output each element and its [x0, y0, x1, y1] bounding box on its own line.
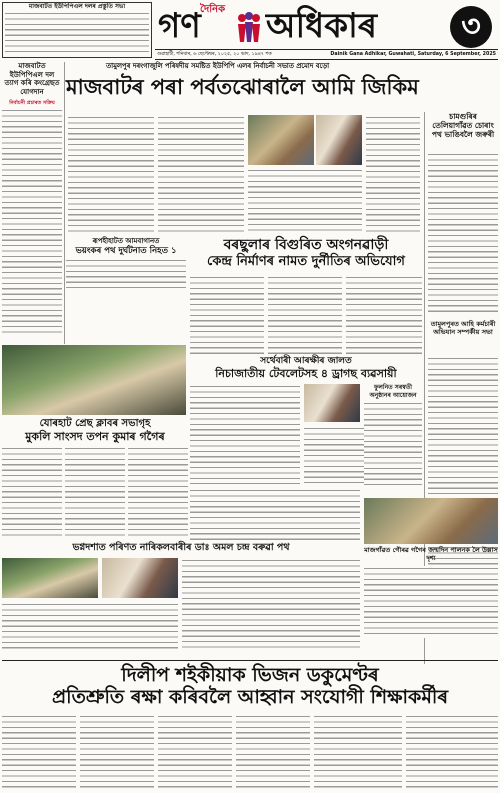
right-headline-1: চামগুৰিৰ তেলিয়াগাঁৱত চোৰাং পথ ভাঙিবলৈ জৰুৰী: [431, 112, 495, 139]
anganwadi-body-2: [268, 275, 342, 355]
anganwadi-headline-1: বৰছুলাৰ বিগুৰিত অংগনৱাড়ী: [223, 237, 389, 253]
gaurav-gogoi-photo: [364, 498, 498, 544]
top-story-headline: মাজবাটৰ পৰা পৰ্বতঝোৰালৈ আমি জিকিম: [66, 74, 419, 99]
press-club-headline-1: যোৰহাট প্ৰেছ ক্লাবৰ সভাগৃহ: [39, 418, 151, 429]
bottom-body-6: [406, 714, 498, 789]
anganwadi-body-1: [190, 275, 264, 355]
seizure-headline-1: সৰ্থেবাৰী আৰক্ষীৰ জালত: [260, 356, 352, 366]
press-club-headline-2: মুকলি সাংসদ তপন কুমাৰ গগৈৰ: [25, 430, 165, 443]
bottom-body-3: [158, 714, 232, 789]
anganwadi-body-3: [346, 275, 422, 355]
road-story-body-1: [2, 602, 178, 650]
road-story-photo-2: [102, 558, 178, 598]
right-headline-2: তামুলপুৰত আহি কৰ্মচাৰী অভিযান সম্পৰ্কীয় সভা: [430, 320, 496, 336]
top-story-photo-2: [316, 115, 362, 165]
gaurav-gogoi-headline: মাজগাঁৱত গৌৰৱ গগৈৰ জন্মদিন পালনক লৈ উল্লাস দৃশ্য: [364, 546, 498, 562]
left-column: [2, 62, 62, 338]
inauguration-photo: [2, 345, 186, 415]
seizure-body-1: [190, 384, 300, 484]
press-club-story: [2, 418, 188, 538]
masthead: [0, 0, 500, 60]
bottom-story: [2, 664, 498, 791]
road-story-headline: ভগ্নদশাত পৰিণত নাৰিকলবাৰীৰ ডাঃ অমল চন্দ্ৰ বৰুৱা পথ: [72, 542, 290, 553]
left-subhead-1: নিৰ্বাচনী প্ৰচাৰত সক্ৰিয়: [9, 100, 55, 106]
masthead-brief-title: মাজবাটত ইউপিপিএল দলৰ প্ৰস্তুতি সভা: [28, 3, 126, 10]
road-story-photo-1: [2, 558, 98, 598]
newspaper-logo: [158, 2, 428, 46]
press-club-body-2: [65, 446, 125, 538]
masthead-brief-box: [2, 2, 152, 58]
anganwadi-headline-2: কেন্দ্ৰ নিৰ্মাণৰ নামত দুৰ্নীতিৰ অভিযোগ: [207, 254, 405, 269]
road-box-title-2: ভয়ংকৰ পথ দুৰ্ঘটনাত নিহত ১: [75, 245, 177, 256]
fulani-headline: ফুলনিত সৰস্বতী অনুষ্ঠানৰ আয়োজন: [369, 384, 417, 399]
top-story: [66, 62, 498, 110]
bottom-headline-2: প্ৰতিশ্ৰুতি ৰক্ষা কৰিবলৈ আহ্বান সংযোগী শিক্ষাকৰ্মীৰ: [51, 686, 449, 708]
road-box-title-1: ৰূপহীহাটত আমবাগানত: [92, 237, 160, 245]
top-story-body-2: [158, 115, 244, 233]
date-bar: [155, 49, 498, 60]
bottom-headline-1: দিলীপ শইকীয়াক ভিজন ডকুমেণ্টৰ: [121, 664, 379, 686]
bottom-body-4: [236, 714, 310, 789]
top-story-kicker: তামুলপুৰ দৰংগাজুলি পৰিষদীয় সমষ্টিত ইউপিপি এলৰ নিৰ্বাচনী সভাত প্ৰমোদ বড়ো: [106, 62, 330, 70]
date-line-english: Dainik Gana Adhikar, Guwahati, Saturday, 6 September, 2025: [330, 52, 496, 57]
left-headline-1: মাজবাটত ইউপিপিএল দল ত্যাগ কৰি কংগ্ৰেছত যোগদান: [4, 61, 60, 96]
bottom-body-5: [314, 714, 402, 789]
top-story-body-3: [248, 168, 362, 233]
page-number: ৩: [461, 9, 481, 44]
bottom-body-2: [80, 714, 154, 789]
road-story-body-2: [182, 558, 360, 650]
seizure-headline-2: নিচাজাতীয় টেবলেটসহ ৪ ড্ৰাগছ ব্যৱসায়ী: [215, 367, 397, 380]
top-story-body-4: [366, 115, 420, 233]
seizure-photo: [304, 384, 360, 422]
right-body-1: [428, 152, 498, 312]
gaurav-gogoi-body: [364, 566, 498, 638]
bottom-body-1: [2, 714, 76, 789]
logo-people-icon: [234, 12, 264, 44]
middle-body-filler: [190, 488, 360, 540]
top-story-body-1: [68, 115, 154, 233]
road-accident-box: [66, 237, 186, 293]
page-number-badge: [450, 6, 492, 48]
press-club-body-1: [2, 446, 62, 538]
logo-small-text: দৈনিক: [200, 4, 226, 15]
logo-word-2: অধিকাৰ: [266, 6, 378, 46]
top-story-photo-1: [248, 115, 314, 165]
logo-word-1: গণ: [158, 6, 201, 46]
date-line-assamese: গুৱাহাটী, শনিবাৰ, ৬ ছেপ্টেম্বৰ, ২০২৫, ২০ ভাদ, ১৯৪৭ শক: [157, 52, 272, 57]
left-body-1: [2, 108, 62, 336]
press-club-body-3: [128, 446, 188, 538]
road-story: [2, 542, 360, 652]
fulani-story: [364, 384, 422, 494]
